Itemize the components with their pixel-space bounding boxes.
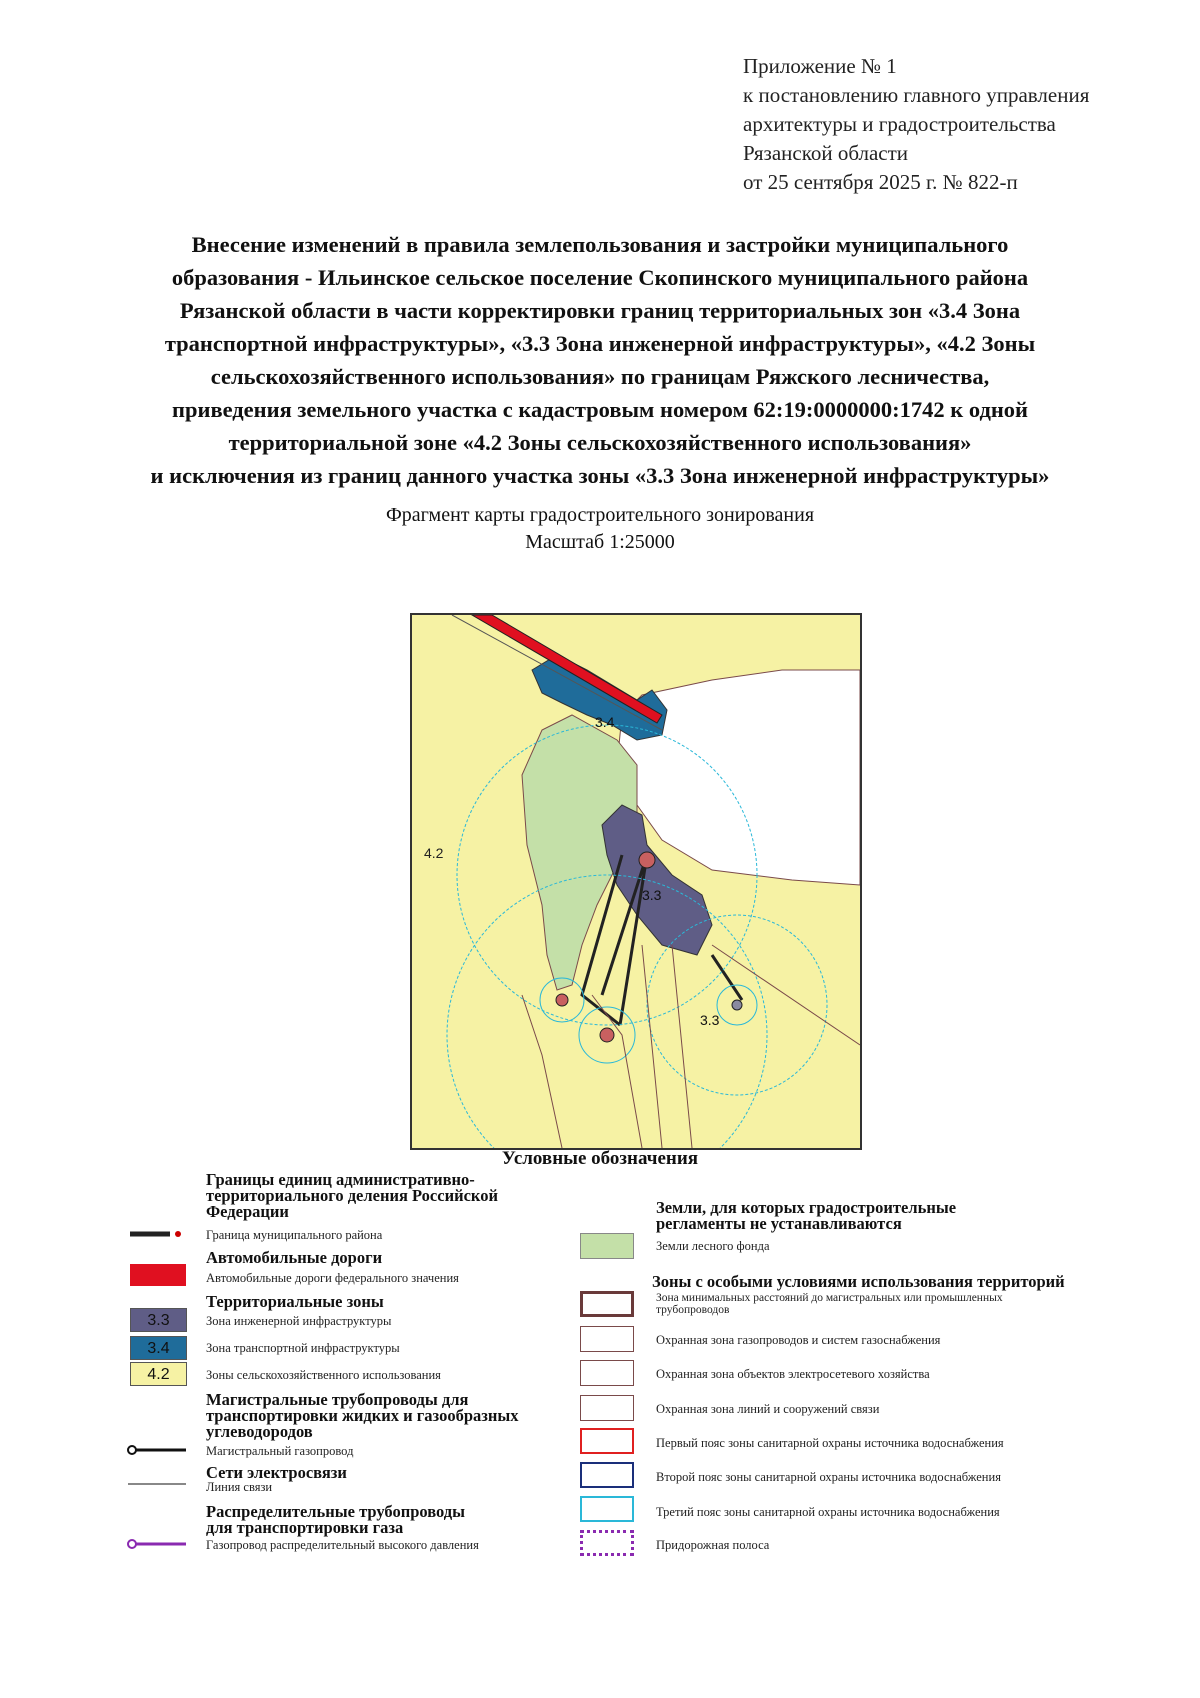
map-label-3-3: 3.3 (700, 1012, 720, 1028)
sanitary-zone-2-swatch (580, 1462, 634, 1488)
municipal-boundary-symbol (130, 1228, 186, 1240)
agri-strip (712, 615, 732, 663)
map-label-3-4: 3.4 (595, 714, 615, 730)
zone-swatch-3-3: 3.3 (130, 1308, 187, 1332)
title-line: и исключения из границ данного участка зоны «3.3 Зона инженерной инфраструктуры» (150, 463, 1050, 488)
legend-item: Линия связи (206, 1480, 273, 1494)
legend-title: Условные обозначения (501, 1148, 699, 1169)
legend-item: Магистральный газопровод (206, 1444, 354, 1458)
electric-protection-zone-swatch (580, 1360, 634, 1386)
annex-line: архитектуры и градостроительства (743, 112, 1056, 136)
legend-admin-heading: Границы единиц административно- территориального деления Российской Федерации (206, 1170, 498, 1221)
sanitary-zone-3-swatch (580, 1496, 634, 1522)
roadside-strip-swatch (580, 1530, 634, 1556)
annex-line: к постановлению главного управления (743, 83, 1090, 107)
pipeline-node (732, 1000, 742, 1010)
legend-pipelines-heading: Магистральные трубопроводы для транспортировки жидких и газообразных углеводородов (206, 1390, 519, 1441)
annex-line: Приложение № 1 (743, 54, 897, 78)
legend-telecom-heading: Сети электросвязи (206, 1463, 347, 1482)
legend-item: Зона минимальных расстояний до магистральных или промышленных трубопроводов (656, 1292, 1003, 1316)
annex-block (743, 52, 1089, 197)
legend-item: Земли лесного фонда (656, 1239, 770, 1253)
map-scale: Масштаб 1:25000 (525, 531, 675, 553)
annex-line: Рязанской области (743, 141, 909, 165)
map-label-3-3: 3.3 (642, 887, 662, 903)
pipeline-node (556, 994, 568, 1006)
legend-item: Первый пояс зоны санитарной охраны источника водоснабжения (656, 1436, 1004, 1450)
legend-item: Придорожная полоса (656, 1538, 770, 1552)
legend-item: Газопровод распределительный высокого давления (206, 1538, 479, 1552)
title-line: Внесение изменений в правила землепользования и застройки муниципального (191, 232, 1009, 257)
forest-fund-swatch (580, 1233, 634, 1259)
map-label-4-2: 4.2 (424, 845, 444, 861)
legend-item: Охранная зона линий и сооружений связи (656, 1402, 880, 1416)
legend-item: Зоны сельскохозяйственного использования (206, 1368, 441, 1382)
legend-item: Третий пояс зоны санитарной охраны источника водоснабжения (656, 1505, 1000, 1519)
zoning-map (410, 613, 862, 1150)
federal-road-symbol (130, 1264, 186, 1286)
title-line: сельскохозяйственного использования» по границам Ряжского лесничества, (210, 364, 990, 389)
telecom-protection-zone-swatch (580, 1395, 634, 1421)
distribution-gas-pipeline-symbol (126, 1538, 188, 1550)
zone-swatch-3-4: 3.4 (130, 1336, 187, 1360)
legend-item: Граница муниципального района (206, 1228, 383, 1242)
min-distance-zone-swatch (580, 1291, 634, 1317)
legend-zones-heading: Территориальные зоны (206, 1292, 384, 1311)
legend-distrib-heading: Распределительные трубопроводы для транспортировки газа (206, 1502, 466, 1537)
title-line: транспортной инфраструктуры», «3.3 Зона инженерной инфраструктуры», «4.2 Зоны (164, 331, 1036, 356)
pipeline-node (600, 1028, 614, 1042)
legend-roads-heading: Автомобильные дороги (206, 1248, 383, 1267)
pipeline-node (639, 852, 655, 868)
legend-item: Охранная зона объектов электросетевого хозяйства (656, 1367, 930, 1381)
gas-pipeline-symbol (126, 1444, 188, 1456)
map-caption (0, 502, 1200, 556)
title-line: Рязанской области в части корректировки границ территориальных зон «3.4 Зона (179, 298, 1021, 323)
telecom-line-symbol (128, 1480, 186, 1488)
title-line: образования - Ильинское сельское поселение Скопинского муниципального района (171, 265, 1029, 290)
title-line: территориальной зоне «4.2 Зоны сельскохозяйственного использования» (228, 430, 972, 455)
legend-no-regs-heading: Земли, для которых градостроительные регламенты не устанавливаются (656, 1198, 957, 1233)
title-line: приведения земельного участка с кадастровым номером 62:19:0000000:1742 к одной (172, 397, 1028, 422)
map-caption-line: Фрагмент карты градостроительного зонирования (385, 504, 815, 526)
legend-item: Зона транспортной инфраструктуры (206, 1341, 400, 1355)
zone-swatch-4-2: 4.2 (130, 1362, 187, 1386)
zoning-map-svg (412, 615, 860, 1148)
legend-special-heading: Зоны с особыми условиями использования территорий (652, 1272, 1065, 1291)
document-title (40, 228, 1160, 492)
legend-item: Второй пояс зоны санитарной охраны источника водоснабжения (656, 1470, 1001, 1484)
legend-item: Зона инженерной инфраструктуры (206, 1314, 392, 1328)
annex-line: от 25 сентября 2025 г. № 822-п (743, 170, 1018, 194)
legend-item: Автомобильные дороги федерального значения (206, 1271, 459, 1285)
sanitary-zone-1-swatch (580, 1428, 634, 1454)
gas-protection-zone-swatch (580, 1326, 634, 1352)
legend-item: Охранная зона газопроводов и систем газоснабжения (656, 1333, 941, 1347)
